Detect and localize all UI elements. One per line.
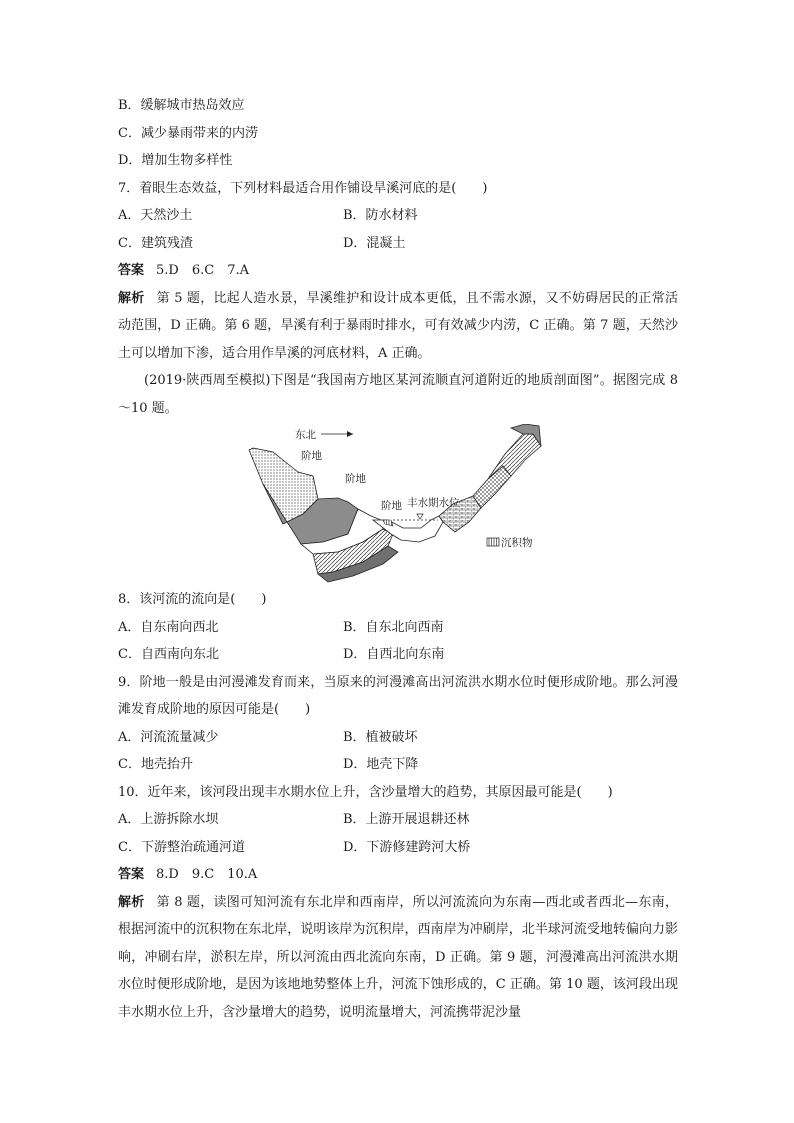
label-terrace-1: 阶地 xyxy=(301,450,322,462)
q9-option-b: B．植被破坏 xyxy=(343,729,418,745)
q10-options-row-1 xyxy=(118,806,678,834)
label-terrace-2: 阶地 xyxy=(345,473,366,485)
q7-option-b: B．防水材料 xyxy=(343,208,418,223)
q9-stem: 9．阶地一般是由河漫滩发育而来，当原来的河漫滩高出河流洪水期水位时便形成阶地。那么河漫滩发育成阶地的原因可能是( ) xyxy=(118,674,678,717)
q10-option-c: C．下游整治疏通河道 xyxy=(118,839,245,855)
q7-options-row-2 xyxy=(118,230,678,258)
cross-section-svg xyxy=(243,424,543,584)
q7-options-row-1 xyxy=(118,202,678,230)
q10-option-d: D．下游修建跨河大桥 xyxy=(343,839,471,855)
legend-sediment-swatch xyxy=(487,538,499,546)
analysis-label: 解析 xyxy=(118,290,145,306)
label-northeast: 东北 xyxy=(295,429,316,441)
q7-option-a: A．天然沙土 xyxy=(118,208,193,223)
q9-options-row-1 xyxy=(118,724,678,752)
analysis-block-1 xyxy=(118,285,678,368)
legend-sediment-label: 沉积物 xyxy=(501,537,533,549)
water-level-marker-icon xyxy=(417,514,423,519)
q8-option-d: D．自西北向东南 xyxy=(343,647,445,662)
analysis-text: 第 5 题，比起人造水景，旱溪维护和设计成本更低，且不需水源，又不妨碍居民的正常活动范围，D 正确。第 6 题，旱溪有利于暴雨时排水，可有效减少内涝，C 正确。第 7 题，天然沙土可以增加下渗，适合用作旱溪的河底材料，A 正确。 xyxy=(118,290,678,361)
q7-stem: 7．着眼生态效益，下列材料最适合用作铺设旱溪河底的是( ) xyxy=(118,180,488,196)
cross-hatch-layer-right xyxy=(473,466,511,508)
geologic-cross-section-figure xyxy=(243,424,543,584)
q9-options-row-2 xyxy=(118,751,678,779)
arrow-head-icon xyxy=(347,431,353,437)
q8-option-b: B．自东北向西南 xyxy=(343,619,444,635)
answer-block-2 xyxy=(118,861,678,889)
q8-stem: 8．该河流的流向是( ) xyxy=(118,592,267,607)
answer-label: 答案 xyxy=(118,867,145,882)
label-flood-level: 丰水期水位 xyxy=(407,497,460,509)
analysis-block-2 xyxy=(118,889,678,1027)
label-terrace-3: 阶地 xyxy=(381,500,402,512)
q6-option-b: B．缓解城市热岛效应 xyxy=(118,98,245,113)
q7-option-c: C．建筑残渣 xyxy=(118,235,193,251)
q10-option-a: A．上游拆除水坝 xyxy=(118,812,219,827)
q7-option-d: D．混凝土 xyxy=(343,235,406,251)
q10-option-b: B．上游开展退耕还林 xyxy=(343,812,470,827)
analysis-text: 第 8 题，读图可知河流有东北岸和西南岸，所以河流流向为东南—西北或者西北—东南，根据河流中的沉积物在东北岸，说明该岸为沉积岸，西南岸为冲刷岸，北半球河流受地转偏向力影响，冲刷右岸，淤积左岸，所以河流由西北流向东南，D 正确。第 9 题，河漫滩高出河流洪水期水位时便形成阶地，是因为该地地势整体上升，河流下蚀形成的，C 正确。第 10 题，该河段出现丰水期水位上升，含沙量增大的趋势，说明流量增大，河流携带泥沙量 xyxy=(118,894,678,1020)
answer-block-1 xyxy=(118,257,678,285)
q8-options-row-2 xyxy=(118,641,678,669)
q8-options-row-1 xyxy=(118,614,678,642)
answer-text: 8.D 9.C 10.A xyxy=(156,867,258,882)
document-page xyxy=(118,92,678,1026)
analysis-label: 解析 xyxy=(118,894,145,910)
q6-option-c: C．减少暴雨带来的内涝 xyxy=(118,125,258,141)
q9-option-a: A．河流流量减少 xyxy=(118,729,219,745)
q10-options-row-2 xyxy=(118,834,678,862)
q9-option-c: C．地壳抬升 xyxy=(118,757,193,772)
q6-option-d: D．增加生物多样性 xyxy=(118,153,233,168)
answer-text: 5.D 6.C 7.A xyxy=(156,263,249,278)
answer-label: 答案 xyxy=(118,263,145,278)
q10-stem: 10．近年来，该河段出现丰水期水位上升，含沙量增大的趋势，其原因最可能是( ) xyxy=(118,784,613,800)
q8-option-a: A．自东南向西北 xyxy=(118,619,219,635)
material-intro: (2019·陕西周至模拟)下图是“我国南方地区某河流顺直河道附近的地质剖面图”。据图完成 8～10 题。 xyxy=(118,373,678,416)
hatched-layer-right xyxy=(488,434,541,479)
q8-option-c: C．自西南向东北 xyxy=(118,647,219,662)
q9-option-d: D．地壳下降 xyxy=(343,757,419,772)
